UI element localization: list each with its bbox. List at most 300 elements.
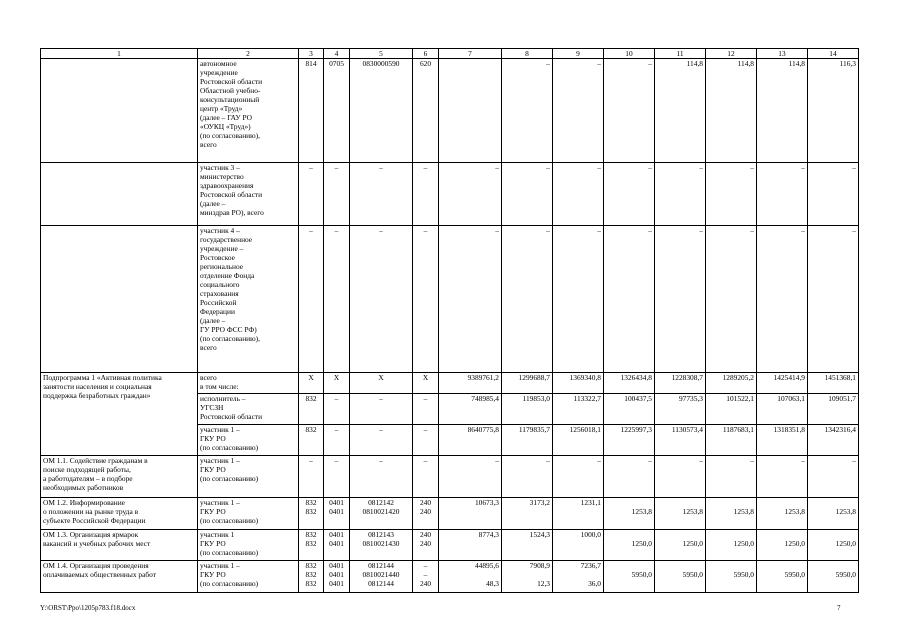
cell-text-line: – [309,163,313,172]
cell-text-line: 240 [419,579,432,589]
cell-text-line: ГКУ РО [200,507,226,517]
cell-col-3 [299,561,324,593]
cell-col-5 [350,561,413,593]
cell-text-line: 0810021420 [362,507,400,517]
column-header-5: 5 [350,49,413,59]
cell-text-line: (далее – [200,199,226,209]
cell-text-line: – [423,570,428,580]
column-number-header-row [41,49,859,59]
cell-col-14 [808,561,859,593]
cell-text-line: всего [200,140,217,150]
cell-text-line: 1250,0 [733,539,754,549]
cell-col-13 [757,163,808,226]
cell-text-line: 36,0 [588,579,601,589]
cell-text-line: 814 [305,59,317,68]
cell-col-2 [198,226,299,373]
cell-text-line: Российской [200,298,237,308]
cell-text-line: 0705 [329,59,344,68]
cell-text-line: отделение Фонда [200,271,255,281]
cell-text-line: консультационный [200,95,260,105]
cell-text-line: 119853,0 [522,394,550,403]
cell-col-10 [604,530,655,561]
cell-col-12 [706,561,757,593]
cell-text-line: 1250,0 [631,539,652,549]
cell-text-line: 0810021430 [362,539,400,549]
cell-text-line: – [334,456,339,465]
cell-col-1 [41,373,198,456]
cell-text-line: УГСЗН [200,403,224,413]
cell-text-line: поиске подходящей работы, [43,465,131,475]
cell-col-3 [299,226,324,373]
cell-text-line: – [495,163,499,172]
cell-text-line: ГКУ РО [200,539,226,549]
cell-text-line [759,561,805,570]
cell-col-6 [413,226,439,373]
cell-text-line: – [648,59,652,68]
cell-text-line: – [334,425,339,434]
cell-col-11 [655,561,706,593]
cell-text-line: – [423,456,428,465]
cell-text-line: всего [200,373,217,382]
cell-text-line [43,226,195,235]
cell-text-line: (по согласованию) [200,579,259,589]
cell-col-11 [655,59,706,163]
cell-text-line [504,570,550,579]
cell-col-5 [350,530,413,561]
cell-col-14 [808,394,859,425]
cell-text-line: 100437,5 [624,394,652,403]
cell-col-5 [350,226,413,373]
cell-col-4 [324,394,350,425]
row-om-1-4 [41,561,859,593]
cell-text-line: Х [422,373,429,382]
cell-text-line: автономное [200,59,237,68]
cell-col-14 [808,226,859,373]
cell-col-8 [502,394,553,425]
cell-text-line: – [852,226,856,235]
cell-text-line: – [750,163,754,172]
cell-col-2 [198,498,299,530]
cell-col-6 [413,373,439,394]
cell-text-line [708,498,754,507]
cell-text-line: 1253,8 [631,507,652,517]
row-guk-trud [41,59,859,163]
cell-text-line: 1250,0 [682,539,703,549]
cell-text-line [759,498,805,507]
cell-text-line: Федерации [200,307,235,317]
cell-text-line: 8640775,8 [467,425,499,434]
cell-text-line: 109051,7 [828,394,856,403]
cell-text-line: (по согласованию), [200,131,260,141]
cell-text-line: 3173,2 [529,498,550,507]
cell-text-line: 1000,0 [580,530,601,539]
cell-text-line: – [546,456,550,465]
cell-col-11 [655,498,706,530]
column-header-2: 2 [198,49,299,59]
cell-col-8 [502,373,553,394]
cell-col-3 [299,498,324,530]
cell-col-12 [706,226,757,373]
cell-col-5 [350,163,413,226]
cell-text-line: – [852,456,856,465]
cell-text-line: участник 1 – [200,425,240,434]
cell-text-line: 0812144 [368,579,394,589]
cell-text-line [555,570,601,579]
cell-text-line: 832 [305,394,317,403]
cell-text-line: 9389761,2 [467,373,499,382]
cell-col-13 [757,561,808,593]
cell-text-line: (по согласованию), [200,334,260,344]
cell-text-line: исполнитель – [200,394,246,403]
cell-col-10 [604,498,655,530]
cell-text-line: 5950,0 [835,570,856,580]
cell-text-line: – [597,59,601,68]
cell-text-line: Х [333,373,340,382]
cell-col-7 [439,456,502,498]
cell-col-4 [324,456,350,498]
cell-text-line: ГКУ РО [200,465,226,475]
cell-col-6 [413,163,439,226]
cell-text-line: Ростовской области [200,77,263,87]
cell-col-6 [413,425,439,456]
cell-text-line: 1130573,4 [671,425,703,434]
cell-text-line: о положении на рынке труда в [43,507,139,517]
cell-text-line: ОМ 1.3. Организация ярмарок [43,530,139,539]
column-header-3: 3 [299,49,324,59]
cell-text-line: 1299688,7 [518,373,550,382]
cell-col-10 [604,59,655,163]
cell-text-line: 5950,0 [733,570,754,580]
cell-col-9 [553,163,604,226]
cell-col-4 [324,59,350,163]
cell-text-line: 832 [305,561,317,570]
cell-text-line [441,570,499,579]
cell-col-5 [350,394,413,425]
cell-col-10 [604,425,655,456]
cell-text-line: необходимых работников [43,483,124,493]
cell-text-line: 107063,1 [777,394,805,403]
cell-col-14 [808,163,859,226]
cell-text-line: – [699,456,703,465]
cell-text-line: 116,3 [839,59,856,68]
cell-text-line: – [379,394,383,403]
budget-table [40,48,859,593]
cell-text-line: 620 [419,59,432,68]
cell-col-13 [757,425,808,456]
cell-col-12 [706,456,757,498]
cell-col-12 [706,163,757,226]
cell-text-line [657,498,703,507]
cell-text-line: – [597,456,601,465]
cell-text-line: 113322,7 [573,394,601,403]
cell-text-line: страхования [200,289,239,299]
cell-col-5 [350,59,413,163]
cell-text-line: 0401 [329,530,344,539]
cell-text-line: – [423,561,428,570]
cell-text-line: (по согласованию) [200,548,259,558]
cell-text-line: ОМ 1.2. Информирование [43,498,125,507]
cell-text-line: 1225997,3 [620,425,652,434]
cell-text-line: 240 [419,507,432,517]
cell-col-14 [808,530,859,561]
cell-text-line: 7908,9 [529,561,550,570]
cell-col-8 [502,456,553,498]
cell-text-line: 0810021440 [362,570,400,580]
cell-text-line: Ростовской области [200,190,263,200]
cell-text-line: 1253,8 [784,507,805,517]
cell-text-line [43,163,195,172]
cell-col-9 [553,394,604,425]
cell-text-line: 1179835,7 [518,425,550,434]
cell-col-8 [502,425,553,456]
cell-text-line: 7236,7 [580,561,601,570]
cell-text-line: – [699,226,703,235]
cell-col-8 [502,226,553,373]
cell-text-line: 832 [305,579,317,589]
column-header-7: 7 [439,49,502,59]
cell-col-11 [655,373,706,394]
cell-text-line: ОМ 1.4. Организация проведения [43,561,149,570]
cell-col-2 [198,561,299,593]
cell-text-line: – [750,226,754,235]
cell-col-1 [41,163,198,226]
cell-col-3 [299,373,324,394]
cell-col-7 [439,425,502,456]
cell-text-line: 114,8 [686,59,703,68]
cell-text-line [606,498,652,507]
cell-text-line: государственное [200,235,253,245]
column-header-13: 13 [757,49,808,59]
cell-text-line: Х [308,373,314,382]
column-header-14: 14 [808,49,859,59]
cell-col-5 [350,456,413,498]
cell-col-8 [502,498,553,530]
cell-col-9 [553,373,604,394]
cell-text-line: ОМ 1.1. Содействие гражданам в [43,456,148,465]
cell-text-line: 12,3 [537,579,550,589]
cell-col-8 [502,530,553,561]
row-om-1-1 [41,456,859,498]
cell-col-11 [655,530,706,561]
cell-text-line: участник 3 – [200,163,240,172]
cell-text-line: – [597,163,601,172]
cell-text-line: – [379,163,383,172]
cell-text-line: социального [200,280,240,290]
cell-text-line: 0401 [329,507,344,517]
cell-text-line: 5950,0 [631,570,652,580]
cell-text-line [657,530,703,539]
cell-col-12 [706,394,757,425]
cell-text-line: участник 1 – [200,456,240,465]
cell-text-line: ГУ РРО ФСС РФ) [200,325,257,335]
cell-col-3 [299,530,324,561]
cell-text-line: субъекте Российской Федерации [43,516,146,526]
cell-col-13 [757,373,808,394]
cell-text-line: 1231,1 [580,498,601,507]
cell-text-line: – [801,163,805,172]
cell-text-line [810,498,856,507]
cell-text-line: в том числе: [200,382,239,392]
cell-text-line: – [546,226,550,235]
column-header-1: 1 [41,49,198,59]
cell-col-2 [198,373,299,394]
cell-col-7 [439,394,502,425]
cell-col-9 [553,498,604,530]
cell-text-line: – [546,59,550,68]
cell-text-line: министерство [200,172,244,182]
cell-col-12 [706,373,757,394]
cell-col-6 [413,394,439,425]
cell-text-line: 832 [305,539,317,549]
cell-text-line: 97735,3 [678,394,703,403]
cell-text-line: Ростовской области [200,412,263,422]
cell-text-line: региональное [200,262,244,272]
cell-col-9 [553,530,604,561]
cell-col-14 [808,425,859,456]
cell-col-6 [413,498,439,530]
cell-col-4 [324,163,350,226]
cell-text-line: 832 [305,425,317,434]
cell-col-7 [439,163,502,226]
column-header-6: 6 [413,49,439,59]
cell-text-line: участник 1 [200,530,235,539]
cell-col-12 [706,498,757,530]
cell-col-2 [198,456,299,498]
file-path-footer: Y:\ORST\Ppo\1205p783.f18.docx [40,604,136,612]
cell-text-line: 832 [305,530,317,539]
cell-col-12 [706,59,757,163]
cell-col-10 [604,394,655,425]
cell-text-line: 1250,0 [835,539,856,549]
cell-text-line: 240 [419,498,432,507]
cell-text-line: (по согласованию) [200,443,259,453]
cell-text-line: 114,8 [788,59,805,68]
cell-text-line: (далее – [200,316,226,326]
cell-col-14 [808,373,859,394]
cell-col-7 [439,373,502,394]
cell-text-line: здравоохранения [200,181,254,191]
cell-text-line: – [309,456,313,465]
row-om-1-3 [41,530,859,561]
cell-text-line: – [423,163,428,172]
cell-col-7 [439,498,502,530]
column-header-8: 8 [502,49,553,59]
cell-col-3 [299,59,324,163]
cell-text-line: участник 1 – [200,561,240,570]
cell-text-line [441,59,499,68]
cell-text-line: (по согласованию) [200,474,259,484]
cell-col-11 [655,226,706,373]
cell-text-line: ГКУ РО [200,434,226,444]
cell-text-line: 832 [305,507,317,517]
cell-text-line: – [801,226,805,235]
cell-text-line: 1318351,8 [773,425,805,434]
cell-col-14 [808,498,859,530]
cell-text-line: 101522,1 [726,394,754,403]
cell-col-1 [41,498,198,530]
cell-text-line: 1524,3 [529,530,550,539]
row-om-1-2 [41,498,859,530]
cell-col-9 [553,425,604,456]
cell-col-13 [757,530,808,561]
cell-text-line: – [648,456,652,465]
cell-text-line: 1425414,9 [773,373,805,382]
cell-text-line: 0812142 [368,498,394,507]
cell-text-line: 748985,4 [471,394,499,403]
cell-text-line: – [334,163,339,172]
cell-text-line: (по согласованию) [200,516,259,526]
cell-text-line: 1250,0 [784,539,805,549]
cell-text-line [708,561,754,570]
cell-text-line: 0401 [329,539,344,549]
cell-text-line: 0401 [329,561,344,570]
cell-text-line: 1256018,1 [569,425,601,434]
cell-text-line: 5950,0 [784,570,805,580]
cell-text-line: – [648,226,652,235]
row-subprogram1-total [41,373,859,394]
cell-col-13 [757,498,808,530]
cell-col-8 [502,163,553,226]
cell-text-line [606,530,652,539]
cell-col-10 [604,561,655,593]
cell-col-11 [655,394,706,425]
cell-text-line: центр «Труд» [200,104,243,114]
cell-text-line [810,561,856,570]
cell-text-line: 8774,3 [478,530,499,539]
cell-col-6 [413,561,439,593]
cell-text-line: – [379,425,383,434]
cell-col-11 [655,456,706,498]
cell-col-10 [604,163,655,226]
cell-col-1 [41,59,198,163]
cell-text-line [657,561,703,570]
cell-col-4 [324,561,350,593]
cell-col-13 [757,226,808,373]
cell-text-line: 48,3 [486,579,499,589]
cell-col-6 [413,59,439,163]
cell-col-11 [655,163,706,226]
cell-text-line: – [334,226,339,235]
cell-text-line: оплачиваемых общественных работ [43,570,156,580]
cell-col-1 [41,456,198,498]
page-number: 7 [837,604,841,612]
cell-col-7 [439,226,502,373]
cell-col-8 [502,59,553,163]
cell-text-line: 0401 [329,498,344,507]
cell-col-3 [299,456,324,498]
cell-text-line: – [334,394,339,403]
cell-text-line: 10673,3 [474,498,499,507]
cell-col-9 [553,456,604,498]
cell-text-line: 114,8 [737,59,754,68]
cell-col-7 [439,561,502,593]
cell-text-line: Областной учебно- [200,86,261,96]
cell-text-line: 1326434,8 [620,373,652,382]
cell-col-5 [350,498,413,530]
cell-text-line: «ОУКЦ «Труд») [200,122,251,132]
cell-text-line: Ростовское [200,253,235,263]
column-header-4: 4 [324,49,350,59]
cell-text-line: минздрав РО), всего [200,208,264,218]
cell-text-line: 0812143 [368,530,394,539]
cell-col-13 [757,456,808,498]
cell-text-line: – [495,226,499,235]
cell-col-13 [757,59,808,163]
column-header-10: 10 [604,49,655,59]
cell-text-line: – [597,226,601,235]
cell-text-line: – [423,425,428,434]
cell-text-line: – [546,163,550,172]
